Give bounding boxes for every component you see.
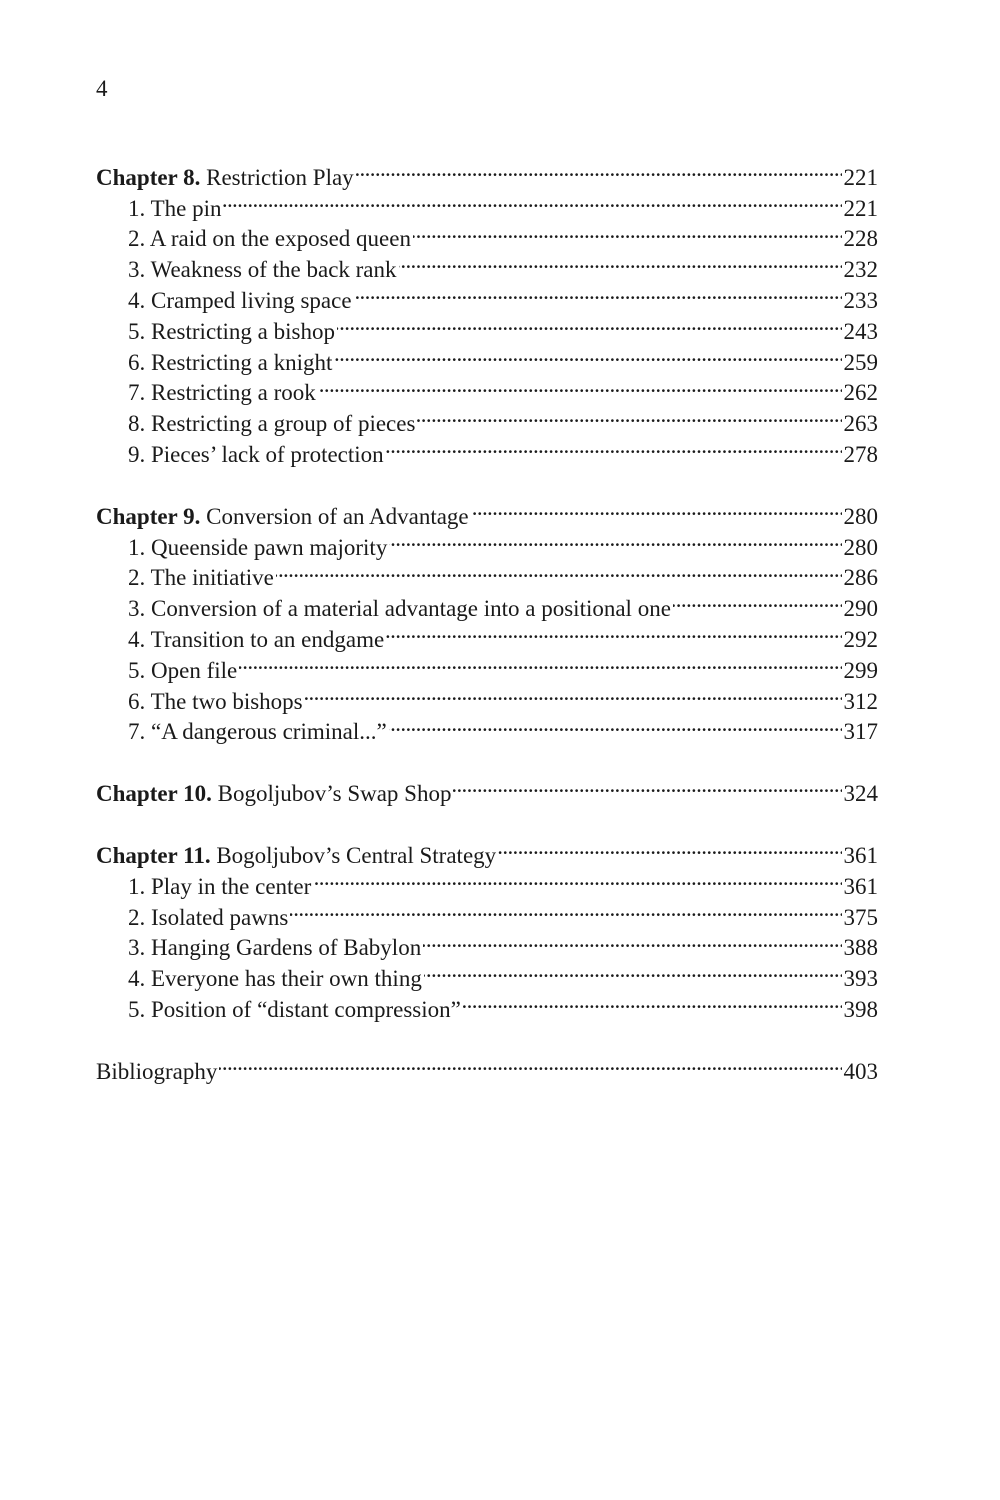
page-ref: 292 — [843, 626, 878, 652]
page-ref: 228 — [843, 226, 878, 252]
dot-leader — [334, 339, 841, 370]
page-ref: 361 — [843, 842, 878, 868]
dot-leader — [453, 770, 841, 801]
page-ref: 221 — [843, 195, 878, 221]
table-of-contents — [96, 154, 878, 1110]
toc-item-title: 1. Play in the center — [128, 873, 312, 899]
toc-item-title: 8. Restricting a group of pieces — [128, 411, 416, 437]
dot-leader — [417, 400, 841, 431]
dot-leader — [223, 185, 841, 216]
dot-leader — [337, 308, 842, 339]
dot-leader — [389, 524, 841, 555]
page-ref: 375 — [843, 904, 878, 930]
page-ref: 403 — [843, 1058, 878, 1084]
dot-leader — [313, 863, 841, 894]
dot-leader — [498, 832, 841, 863]
dot-leader — [354, 277, 842, 308]
toc-chapter-entry[interactable] — [96, 832, 878, 868]
toc-item-title: 5. Restricting a bishop — [128, 318, 335, 344]
page-ref: 278 — [843, 441, 878, 467]
page-ref: 286 — [843, 565, 878, 591]
dot-leader — [399, 246, 842, 277]
dot-leader — [239, 647, 841, 678]
page-ref: 393 — [843, 966, 878, 992]
page-ref: 221 — [843, 164, 878, 190]
chapter-label: Chapter 8. — [96, 164, 201, 190]
toc-item-title: 3. Conversion of a material advantage into a positional one — [128, 596, 671, 622]
toc-item-title: 6. The two bishops — [128, 688, 303, 714]
toc-item-title: 1. The pin — [128, 195, 222, 221]
toc-section-chapter-11 — [96, 832, 878, 1022]
toc-item-title: 4. Transition to an endgame — [128, 626, 385, 652]
chapter-title: Bogoljubov’s Swap Shop — [217, 781, 452, 807]
toc-section-chapter-10 — [96, 770, 878, 807]
toc-bibliography-entry[interactable] — [96, 1048, 878, 1084]
toc-item-title: 6. Restricting a knight — [128, 349, 333, 375]
toc-item-title: 3. Weakness of the back rank — [128, 257, 397, 283]
dot-leader — [356, 154, 842, 185]
dot-leader — [389, 709, 842, 740]
dot-leader — [386, 431, 842, 462]
dot-leader — [276, 555, 842, 586]
bibliography-title: Bibliography — [96, 1058, 218, 1084]
toc-item-title: 9. Pieces’ lack of protection — [128, 441, 384, 467]
toc-item-title: 2. Isolated pawns — [128, 904, 289, 930]
toc-item-title: 4. Cramped living space — [128, 287, 352, 313]
toc-item-title: 2. The initiative — [128, 565, 274, 591]
page-ref: 312 — [843, 688, 878, 714]
page-ref: 388 — [843, 935, 878, 961]
toc-item-title: 1. Queenside pawn majority — [128, 534, 388, 560]
toc-item-title: 4. Everyone has their own thing — [128, 966, 422, 992]
dot-leader — [673, 585, 842, 616]
page-number: 4 — [96, 76, 108, 101]
dot-leader — [423, 925, 841, 956]
toc-item-title: 5. Open file — [128, 657, 238, 683]
toc-section-chapter-8 — [96, 154, 878, 467]
chapter-label: Chapter 10. — [96, 781, 212, 807]
page-ref: 280 — [843, 534, 878, 560]
toc-item-title: 2. A raid on the exposed queen — [128, 226, 411, 252]
page-ref: 232 — [843, 257, 878, 283]
toc-item-title: 7. “A dangerous criminal...” — [128, 719, 387, 745]
toc-section-bibliography — [96, 1048, 878, 1084]
chapter-label: Chapter 9. — [96, 503, 201, 529]
page-ref: 243 — [843, 318, 878, 344]
dot-leader — [386, 616, 841, 647]
page-ref: 317 — [843, 719, 878, 745]
toc-section-chapter-9 — [96, 493, 878, 745]
chapter-title: Bogoljubov’s Central Strategy — [216, 842, 497, 868]
chapter-title: Conversion of an Advantage — [206, 503, 469, 529]
page-ref: 280 — [843, 503, 878, 529]
dot-leader — [219, 1048, 841, 1079]
dot-leader — [290, 894, 841, 925]
toc-item-title: 5. Position of “distant compression” — [128, 996, 461, 1022]
page-ref: 259 — [843, 349, 878, 375]
dot-leader — [318, 370, 842, 401]
chapter-title: Restriction Play — [206, 164, 354, 190]
dot-leader — [424, 955, 842, 986]
page-ref: 299 — [843, 657, 878, 683]
page-ref: 263 — [843, 411, 878, 437]
page-ref: 398 — [843, 996, 878, 1022]
toc-item-title: 7. Restricting a rook — [128, 380, 316, 406]
chapter-label: Chapter 11. — [96, 842, 211, 868]
toc-item-title: 3. Hanging Gardens of Babylon — [128, 935, 422, 961]
page-ref: 324 — [843, 781, 878, 807]
dot-leader — [413, 216, 842, 247]
page-ref: 290 — [843, 596, 878, 622]
toc-chapter-entry[interactable] — [96, 770, 878, 807]
toc-chapter-entry[interactable] — [96, 493, 878, 529]
dot-leader — [463, 986, 842, 1017]
dot-leader — [471, 493, 842, 524]
toc-chapter-entry[interactable] — [96, 154, 878, 190]
page-ref: 233 — [843, 287, 878, 313]
page-ref: 361 — [843, 873, 878, 899]
dot-leader — [305, 678, 842, 709]
page-ref: 262 — [843, 380, 878, 406]
